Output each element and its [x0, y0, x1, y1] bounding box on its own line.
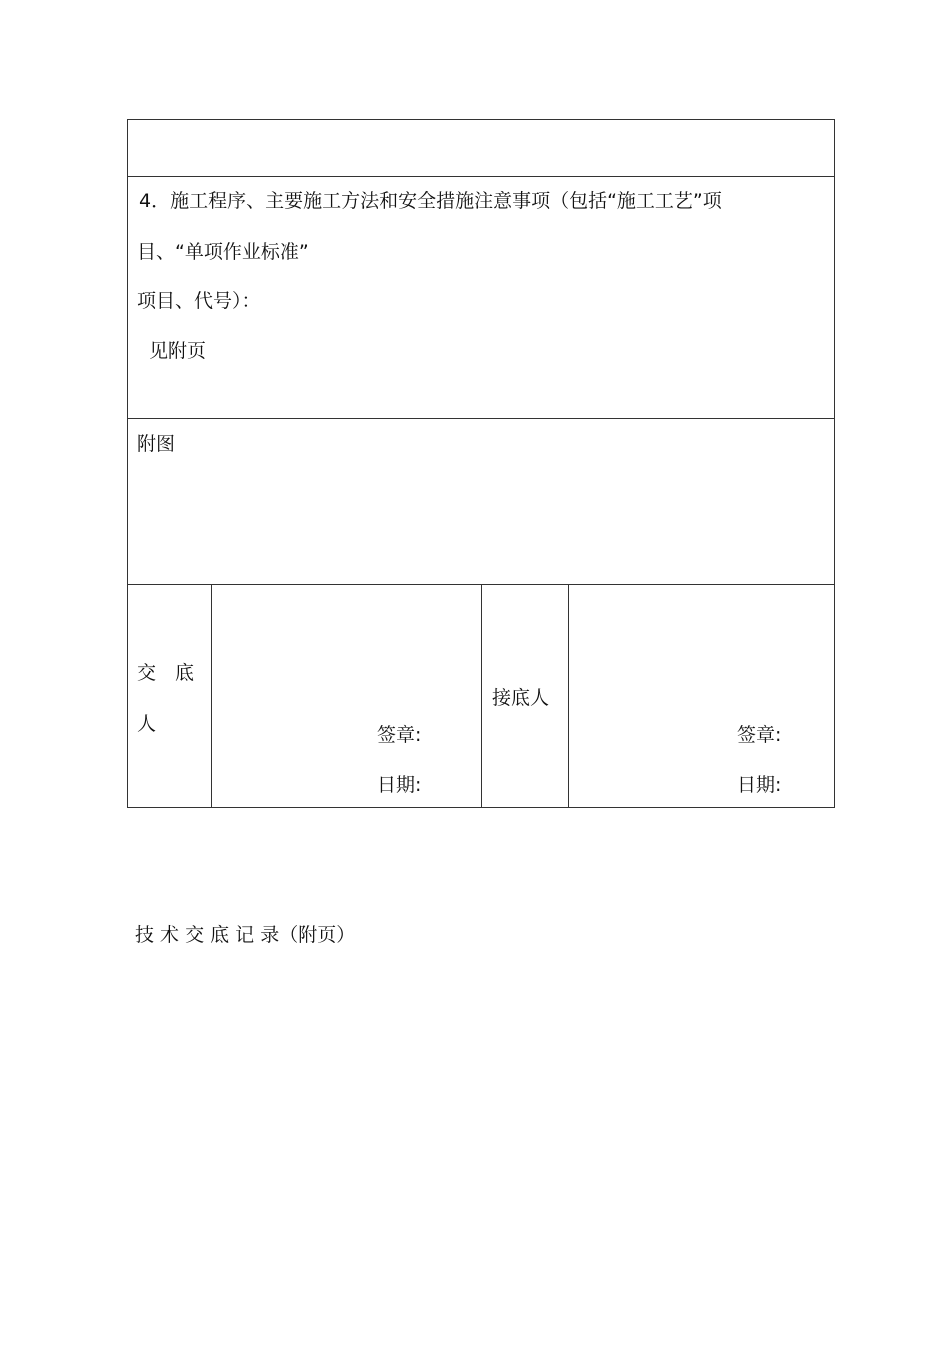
- giver-date-label: 日期:: [377, 774, 422, 796]
- receiver-signature-label: 签章:: [737, 724, 782, 746]
- empty-top-row: [128, 120, 834, 176]
- giver-label-line1: 交 底: [137, 662, 195, 684]
- row-divider: [128, 176, 834, 177]
- giver-signature-label: 签章:: [377, 724, 422, 746]
- attached-figure-label: 附图: [137, 433, 176, 455]
- section-4-heading-line3: 项目、代号）：: [137, 290, 261, 312]
- row-divider: [128, 418, 834, 419]
- column-divider: [481, 585, 482, 807]
- section-4-heading-line1: 4．施工程序、主要施工方法和安全措施注意事项（包括“施工工艺”项: [139, 190, 722, 212]
- receiver-label: 接底人: [492, 687, 550, 709]
- section-4-content: 见附页: [149, 340, 207, 362]
- giver-label-line2: 人: [137, 713, 157, 735]
- receiver-date-label: 日期:: [737, 774, 782, 796]
- column-divider: [211, 585, 212, 807]
- technical-briefing-form: [127, 119, 835, 808]
- appendix-title: 技 术 交 底 记 录（附页）: [135, 924, 356, 946]
- column-divider: [568, 585, 569, 807]
- section-4-heading-line2: 目、“单项作业标准”: [137, 241, 309, 263]
